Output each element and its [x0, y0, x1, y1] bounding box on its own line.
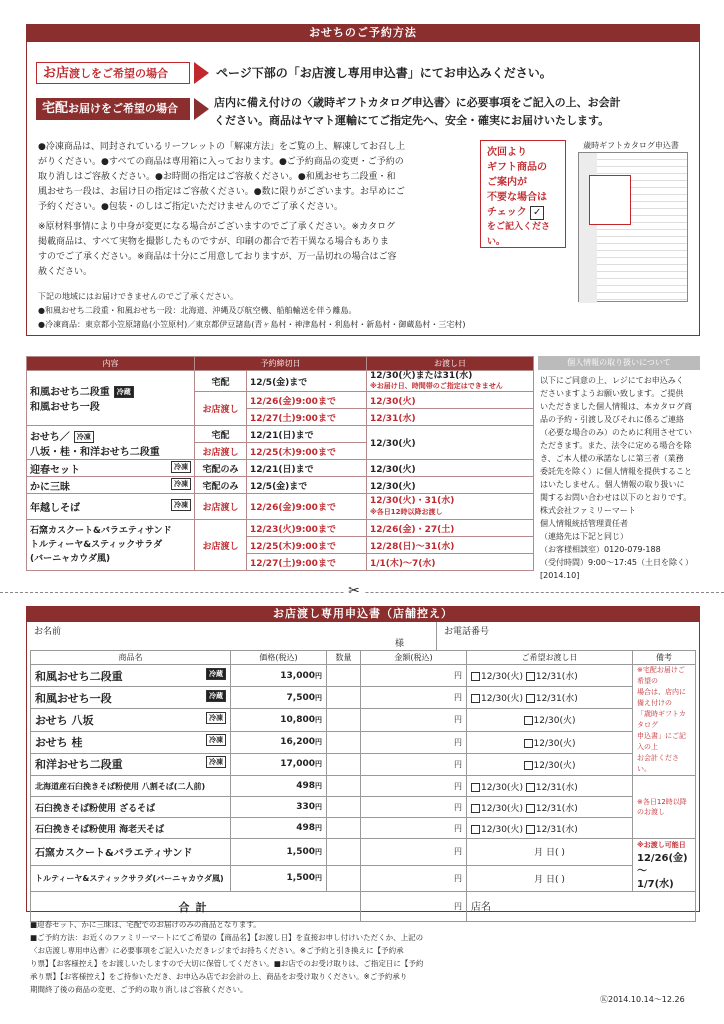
reservation-method-title: おせちのご予約方法 — [26, 24, 700, 42]
table-row: 石臼挽きそば粉使用 海老天そば 498円 円 12/30(火) 12/31(水) — [31, 818, 696, 839]
amount-field[interactable]: 円 — [361, 731, 467, 753]
schedule-table: 内容 予約締切日 お渡し日 和風おせち二段重 冷蔵 和風おせち一段 宅配 12/5(金)まで 12/30(火)または31(水) ※お届け日、時間帯のご指定はできません お店渡し 12/26(金)9:00まで 12/30(火) 12/27(土)9:00まで 12/31(水) おせち／ 冷凍 八坂・桂・和洋おせち二段重 宅配 12/21(日)まで 12/30(火) お店渡し 12/25(木)9:00まで 迎春セット 冷凍 宅配のみ 12/21(日)まで 12/30(火) かに三昧 冷凍 宅配のみ 12/5(金)まで 12/30(火) 年越しそば 冷凍 お店渡し 12/26(金)9:00まで 12/30(火)・31(水) ※各日12時以降お渡し 石窯カスクート&バラエティサンド トルティーヤ&スティックサラダ (バーニャカウダ風) お店渡し 12/23(火)9:00まで 12/26(金)・27(土) 12/25(木)9:00まで 12/28(日)～31(水) 12/27(土)9:00まで 1/1(木)～7(水) — [26, 356, 534, 571]
quantity-field[interactable] — [327, 709, 361, 731]
date-checkbox[interactable] — [526, 694, 535, 703]
amount-field[interactable]: 円 — [361, 797, 467, 818]
date-checkbox[interactable] — [526, 804, 535, 813]
quantity-field[interactable] — [327, 818, 361, 839]
table-row: 石窯カスクート&バラエティサンド 1,500円 円 月 日( ) ※お渡し可能日 12/26(金)～ 1/7(水) — [31, 839, 696, 866]
quantity-field[interactable] — [327, 665, 361, 687]
order-form-title: お店渡し専用申込書（店舗控え） — [26, 606, 700, 622]
total-field[interactable]: 円 — [361, 892, 467, 922]
total-row: 合計 円 店名 — [31, 892, 696, 922]
table-row: 和風おせち二段重 冷蔵 13,000円 円 12/30(火) 12/31(水) ※宅配お届けご希望の 場合は、店内に備え付けの 「歳時ギフトカタログ 申込書」にご記入の上 お会計ください。 — [31, 665, 696, 687]
amount-field[interactable]: 円 — [361, 665, 467, 687]
date-checkbox[interactable] — [471, 672, 480, 681]
privacy-text: 以下にご同意の上、レジにてお申込みく ださいますようお願い致します。ご提供 いただきました個人情報は、本カタログ商 品の予約・引渡し及びそれに係るご連絡 （必要な場合のみ）のために利用させてい ただきます。また、法令に定める場合を除 き、ご本人様の承諾なしに第三者（業務 委託先を除く）に個人情報を提供すること はいたしません。個人情報の取り扱いに 関するお問い合わせは以下のとおりです。 株式会社ファミリーマート 個人情報統括管理責任者 （連絡先は下記と同じ） （お客様相談室）0120-079-188 （受付時間）9:00～17:45（土日を除く） [2014.10] — [540, 376, 694, 580]
table-row: 北海道産石臼挽きそば粉使用 八割そば(二人前) 498円 円 12/30(火) 12/31(水) ※各日12時以降のお渡し — [31, 776, 696, 797]
table-row: おせち／ 冷凍 八坂・桂・和洋おせち二段重 宅配 12/21(日)まで 12/30(火) — [27, 426, 534, 443]
date-checkbox[interactable] — [471, 825, 480, 834]
date-checkbox[interactable] — [524, 761, 533, 770]
table-row: おせち 八坂 冷凍 10,800円 円 12/30(火) — [31, 709, 696, 731]
check-icon: ✓ — [530, 206, 544, 220]
amount-field[interactable]: 円 — [361, 709, 467, 731]
date-checkbox[interactable] — [526, 825, 535, 834]
remarks-sandwich: ※お渡し可能日 12/26(金)～ 1/7(水) — [633, 839, 696, 892]
date-checkbox[interactable] — [471, 804, 480, 813]
order-table: 商品名 価格(税込) 数量 金額(税込) ご希望お渡し日 備考 和風おせち二段重 冷蔵 13,000円 円 12/30(火) 12/31(水) ※宅配お届けご希望の 場合は、店内に備え付けの 「歳時ギフトカタログ 申込書」にご記入の上 お会計ください。 和風おせち一段 冷蔵 7,500円 円 12/30(火) 12/31(水) おせち 八坂 冷凍 10,800円 円 12/30(火) おせち 桂 冷凍 16,200円 円 12/30(火) 和洋おせち二段重 冷凍 17,000円 円 12/30(火) 北海道産石臼挽きそば粉使用 八割そば(二人前) 498円 円 12/30(火) 12/31(水) ※各日12時以降のお渡し 石臼挽きそば粉使用 ざるそば 330円 円 12/30(火) 12/31(水) 石臼挽きそば粉使用 海老天そば 498円 円 12/30(火) 12/31(水) 石窯カスクート&バラエティサンド 1,500円 円 月 日( ) ※お渡し可能日 12/26(金)～ 1/7(水) トルティーヤ&スティックサラダ(バーニャカウダ風) 1,500円 円 月 日( ) 合計 円 店名 — [30, 650, 696, 922]
table-row: お店渡し 12/26(金)9:00まで 12/30(火) — [27, 392, 534, 409]
date-checkbox[interactable] — [471, 694, 480, 703]
date-input[interactable]: 月 日( ) — [467, 839, 633, 866]
date-checkbox[interactable] — [526, 783, 535, 792]
table-row: 和風おせち二段重 冷蔵 和風おせち一段 宅配 12/5(金)まで 12/30(火)または31(水) ※お届け日、時間帯のご指定はできません — [27, 371, 534, 392]
name-label: お名前 — [34, 627, 62, 637]
date-checkbox[interactable] — [524, 716, 533, 725]
date-checkbox[interactable] — [524, 739, 533, 748]
amount-field[interactable]: 円 — [361, 687, 467, 709]
date-checkbox[interactable] — [526, 672, 535, 681]
amount-field[interactable]: 円 — [361, 865, 467, 892]
amount-field[interactable]: 円 — [361, 818, 467, 839]
pickup-arrow-icon — [194, 62, 209, 84]
table-row: 和風おせち一段 冷蔵 7,500円 円 12/30(火) 12/31(水) — [31, 687, 696, 709]
campaign-period: Ⓚ2014.10.14～12.26 — [600, 995, 685, 1004]
delivery-restriction-notes: 下記の地域にはお届けできませんのでご了承ください。 ●和風おせち二段重・和風おせち一段：北海道、沖縄及び航空機、船舶輸送を伴う離島。 ●冷凍商品：東京都小笠原諸島(小笠原村)／東京都伊豆諸島(青ヶ島村・神津島村・利島村・新島村・御蔵島村・三宅村) — [38, 292, 466, 329]
sama-label: 様 — [395, 639, 405, 649]
table-row: 12/25(木)9:00まで 12/28(日)～31(水) — [27, 537, 534, 554]
table-row: 12/27(土)9:00まで 1/1(木)～7(水) — [27, 554, 534, 571]
amount-field[interactable]: 円 — [361, 753, 467, 775]
remarks-delivery: ※宅配お届けご希望の 場合は、店内に備え付けの 「歳時ギフトカタログ 申込書」にご記入の上 お会計ください。 — [633, 665, 696, 776]
table-row: 石臼挽きそば粉使用 ざるそば 330円 円 12/30(火) 12/31(水) — [31, 797, 696, 818]
scissors-icon: ✂ — [344, 583, 364, 599]
date-input[interactable]: 月 日( ) — [467, 865, 633, 892]
product-notes: ●冷凍商品は、同封されているリーフレットの「解凍方法」をご覧の上、解凍してお召し上 がりください。●すべての商品は専用箱に入っております。●ご予約商品の変更・ご予約の 取り消しはご容赦ください。●お時間の指定はご容赦ください。●和風おせち二段重・和 風おせち一段は、お届け日の指定はご容赦ください。●数に限りがございます。お早めにご 予約ください。●包装・のしはご指定いただけませんのでご了承ください。 — [38, 142, 405, 212]
quantity-field[interactable] — [327, 776, 361, 797]
table-row: トルティーヤ&スティックサラダ(バーニャカウダ風) 1,500円 円 月 日( ) — [31, 865, 696, 892]
table-row: 年越しそば 冷凍 お店渡し 12/26(金)9:00まで 12/30(火)・31(水) ※各日12時以降お渡し — [27, 494, 534, 520]
table-row: おせち 桂 冷凍 16,200円 円 12/30(火) — [31, 731, 696, 753]
remarks-soba: ※各日12時以降のお渡し — [633, 776, 696, 839]
phone-field[interactable] — [440, 624, 696, 650]
footer-notes: ■迎春セット、かに三昧は、宅配でのお届けのみの商品となります。 ■ご予約方法：お近くのファミリーマートにてご希望の【商品名】【お渡し日】を直接お申し付けいただくか、上記の 〈お店渡し専用申込書〉に必要事項をご記入いただきレジまでお持ちください。※ご予約と引き換えに【予約承 り票】【お客様控え】をお渡しいたしますので大切に保管してください。■お店でのお受け取りは、ご指定日に【予約 承り票】【お客様控え】をご持参いただき、お申込み店でお会計の上、商品をお受け取りください。※ご予約承り 期間終了後の商品の変更、ご予約の取り消しはご容赦ください。 — [30, 920, 424, 994]
amount-field[interactable]: 円 — [361, 776, 467, 797]
table-row: かに三昧 冷凍 宅配のみ 12/5(金)まで 12/30(火) — [27, 477, 534, 494]
amount-field[interactable]: 円 — [361, 839, 467, 866]
quantity-field[interactable] — [327, 731, 361, 753]
table-row: 石窯カスクート&バラエティサンド トルティーヤ&スティックサラダ (バーニャカウダ風) お店渡し 12/23(火)9:00まで 12/26(金)・27(土) — [27, 520, 534, 537]
privacy-title: 個人情報の取り扱いについて — [538, 356, 700, 370]
quantity-field[interactable] — [327, 753, 361, 775]
quantity-field[interactable] — [327, 865, 361, 892]
delivery-text: 店内に備え付けの〈歳時ギフトカタログ申込書〉に必要事項をご記入の上、お会計 ください。商品はヤマト運輸にてご指定先へ、安全・確実にお届けいたします。 — [214, 96, 621, 127]
store-name-field[interactable]: 店名 — [467, 892, 696, 922]
catalog-form-title: 歳時ギフトカタログ申込書 — [583, 141, 679, 150]
table-row: お店渡し 12/25(木)9:00まで — [27, 443, 534, 460]
pickup-text: ページ下部の「お店渡し専用申込書」にてお申込みください。 — [216, 66, 552, 80]
delivery-arrow-icon — [194, 98, 209, 120]
quantity-field[interactable] — [327, 797, 361, 818]
quantity-field[interactable] — [327, 839, 361, 866]
table-row: 12/27(土)9:00まで 12/31(水) — [27, 409, 534, 426]
table-row: 迎春セット 冷凍 宅配のみ 12/21(日)まで 12/30(火) — [27, 460, 534, 477]
quantity-field[interactable] — [327, 687, 361, 709]
delivery-label: 宅配お届けをご希望の場合 — [36, 98, 190, 120]
name-field[interactable] — [34, 624, 430, 650]
catalog-optout-note: 次回より ギフト商品の ご案内が 不要な場合は チェック ✓ をご記入ください。 — [480, 140, 566, 248]
phone-label: お電話番号 — [444, 627, 490, 637]
catalog-notes: ※原材料事情により中身が変更になる場合がございますのでご了承ください。※カタログ 掲載商品は、すべて実物を撮影したものですが、印刷の都合で若干異なる場合もありま すのでご了承ください。※商品は十分にご用意しておりますが、万一品切れの場合はご容 赦ください。 — [38, 222, 397, 277]
table-row: 和洋おせち二段重 冷凍 17,000円 円 12/30(火) — [31, 753, 696, 775]
pickup-label: お店渡しをご希望の場合 — [36, 62, 190, 84]
date-checkbox[interactable] — [471, 783, 480, 792]
catalog-form-image — [578, 152, 688, 302]
